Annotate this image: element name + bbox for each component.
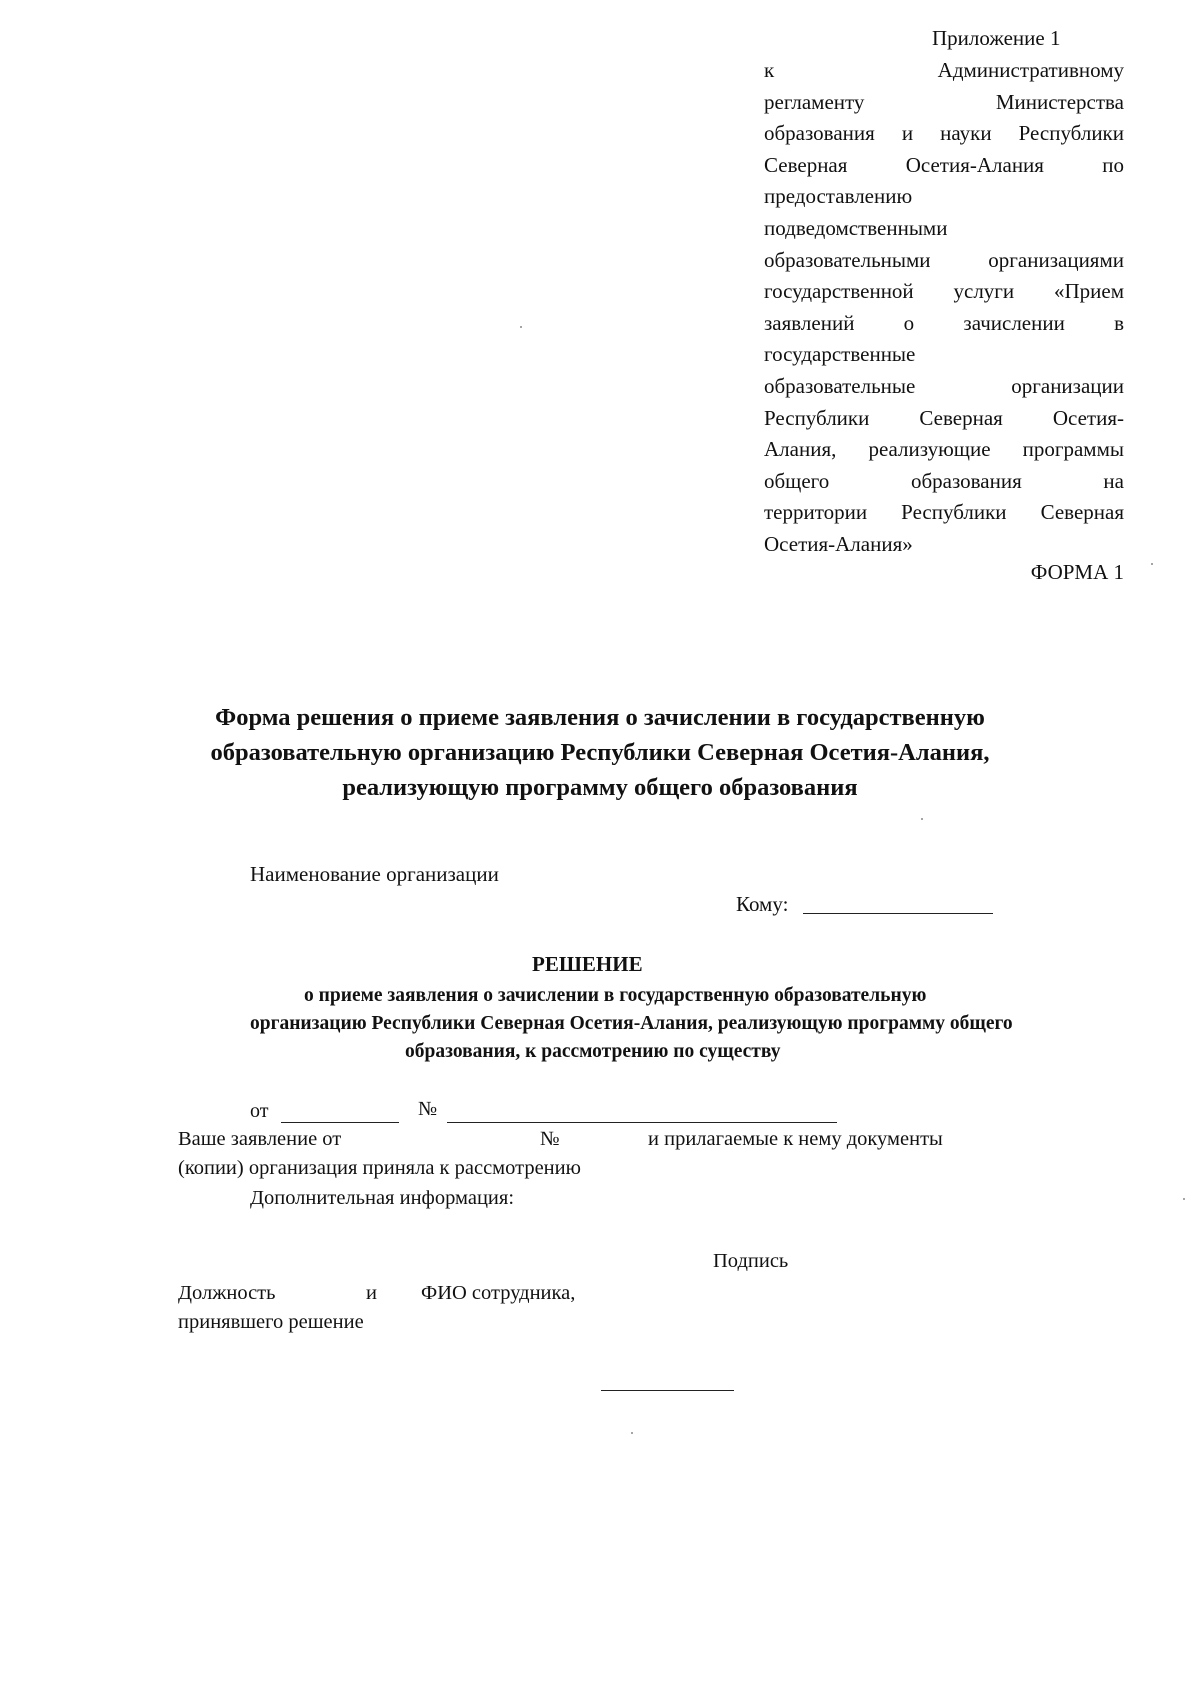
application-docs-text: и прилагаемые к нему документы [648,1128,943,1150]
annex-line: к Административному [764,58,1124,82]
application-number-label: № [540,1128,560,1150]
scan-speck [520,326,522,328]
scan-speck [921,818,923,820]
decision-heading: РЕШЕНИЕ [532,952,643,976]
employee-name-label: ФИО сотрудника, [421,1282,576,1304]
annex-text [764,55,1124,561]
application-accepted-text: (копии) организация приняла к рассмотрению [178,1157,581,1179]
application-from-text: Ваше заявление от [178,1128,342,1150]
position-label: Должность [178,1282,276,1304]
title-line: Форма решения о приеме заявления о зачислении в государственную [215,704,985,731]
decision-subtitle [200,982,1110,1066]
organization-name-label: Наименование организации [250,862,499,886]
addressee-field[interactable] [803,913,993,914]
annex-line: общего образования на [764,468,1124,493]
date-field[interactable] [281,1122,399,1123]
annex-line: Северная Осетия-Алания по [764,152,1124,177]
number-label: № [418,1098,438,1120]
annex-line: государственной услуги «Прием [764,279,1124,304]
annex-line: территории Республики Северная [764,500,1124,525]
closing-divider [601,1390,734,1391]
date-label: от [250,1100,269,1122]
scan-speck [631,1432,633,1434]
form-number: ФОРМА 1 [1030,560,1124,584]
annex-line: заявлений о зачислении в [764,310,1124,335]
annex-line: регламенту Министерства [764,89,1124,114]
scan-speck [1183,1198,1185,1200]
annex-line: Алания, реализующие программы [764,437,1124,462]
addressee-label: Кому: [736,892,789,916]
and-label: и [366,1282,377,1304]
title-line: реализующую программу общего образования [342,774,858,801]
annex-line: государственные [764,342,916,367]
scan-speck [1151,563,1153,565]
decision-maker-label: принявшего решение [178,1311,364,1333]
decision-subtitle-line: организацию Республики Северная Осетия-Алания, реализующую программу общего [250,1013,1013,1034]
annex-line: предоставлению [764,184,913,209]
additional-info-label: Дополнительная информация: [250,1187,515,1209]
decision-subtitle-line: образования, к рассмотрению по существу [405,1041,781,1062]
annex-line: Осетия-Алания» [764,531,913,556]
signature-label: Подпись [713,1250,789,1272]
number-field[interactable] [447,1122,837,1123]
annex-line: Республики Северная Осетия- [764,405,1124,430]
title-line: образовательную организацию Республики Северная Осетия-Алания, [210,739,990,766]
annex-line: подведомственными [764,215,948,240]
decision-subtitle-line: о приеме заявления о зачислении в государственную образовательную [304,985,927,1006]
page-title [100,700,1100,805]
annex-heading: Приложение 1 [932,26,1061,50]
annex-line: образовательными организациями [764,247,1124,272]
annex-line: образовательные организации [764,373,1124,398]
annex-line: образования и науки Республики [764,121,1124,146]
